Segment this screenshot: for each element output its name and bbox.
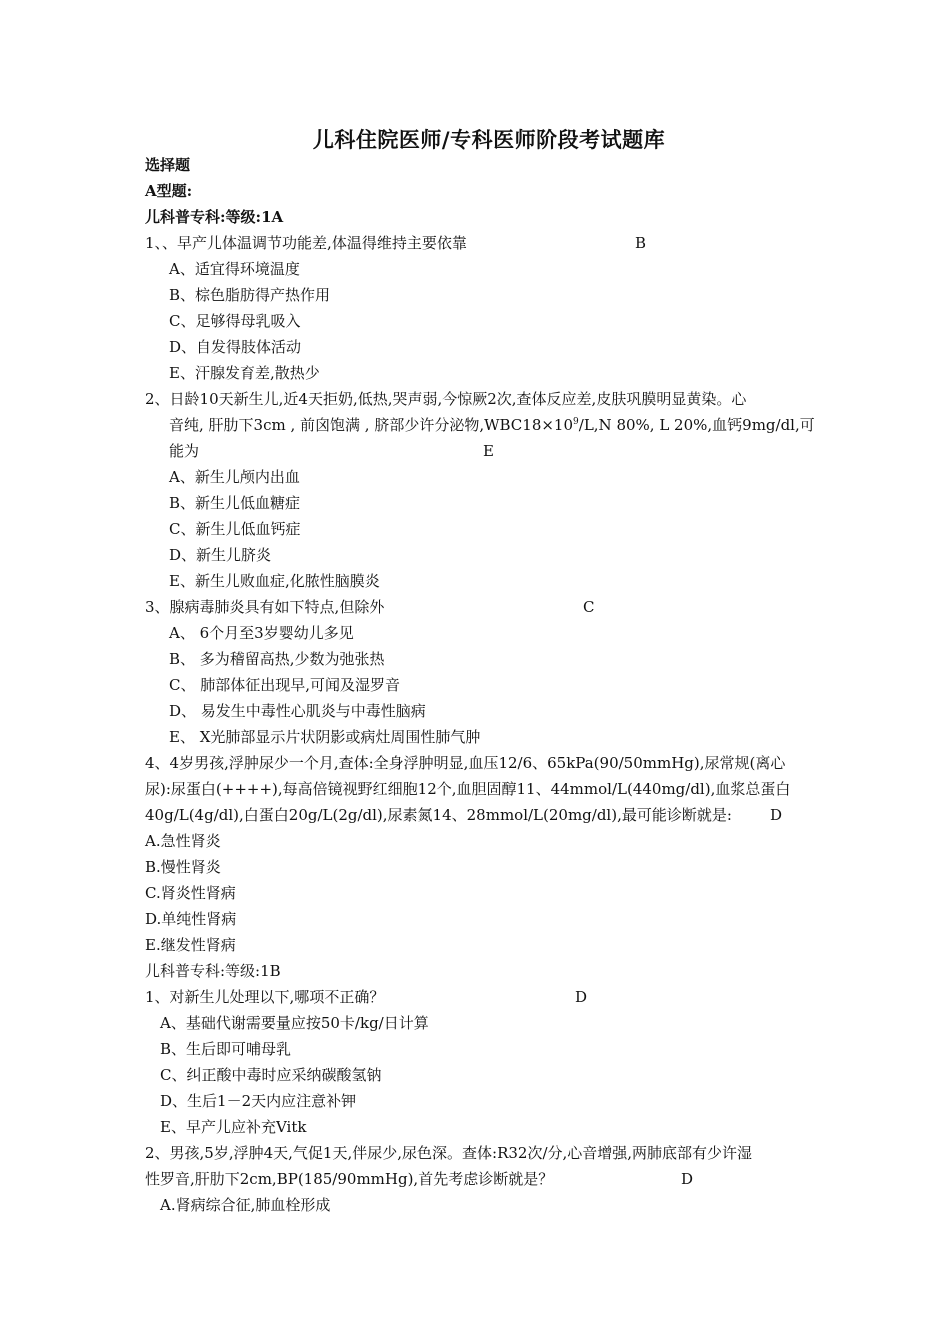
superscript: 9 <box>573 417 579 427</box>
question-text: 40g/L(4g/dl),白蛋白20g/L(2g/dl),尿素氮14、28mmol/L(20mg/dl),最可能诊断就是: <box>145 806 732 824</box>
question-stem-cont <box>145 438 825 464</box>
question-stem <box>145 230 825 256</box>
option-item: A、基础代谢需要量应按50卡/kg/日计算 <box>160 1014 429 1032</box>
option-item: E.继发性肾病 <box>145 936 236 954</box>
answer-key: E <box>483 442 494 460</box>
option-item: D、生后1－2天内应注意补钾 <box>160 1092 357 1110</box>
section-heading: 儿科普专科:等级:1B <box>145 962 281 980</box>
option-item: B、生后即可哺母乳 <box>160 1040 292 1058</box>
section-heading: 选择题 <box>145 156 191 174</box>
option-item: A、 6个月至3岁婴幼儿多见 <box>169 624 354 642</box>
question-text: 1、对新生儿处理以下,哪项不正确？ <box>145 988 385 1006</box>
question-text: /L,N 80%, L 20%,血钙9mg/dl,可 <box>578 416 815 434</box>
option-item: C、足够得母乳吸入 <box>169 312 301 330</box>
question-stem-cont <box>145 802 825 828</box>
question-text: 能为 <box>169 442 200 460</box>
option-item: B.慢性肾炎 <box>145 858 221 876</box>
option-item: D、新生儿脐炎 <box>169 546 272 564</box>
question-stem-cont <box>145 412 825 438</box>
option-item: C、 肺部体征出现早,可闻及湿罗音 <box>169 676 401 694</box>
question-stem: 4、4岁男孩,浮肿尿少一个月,查体:全身浮肿明显,血压12/6、65kPa(90/50mmHg),尿常规(离心 <box>145 754 786 772</box>
question-stem-cont: 尿):尿蛋白(++++),每高倍镜视野红细胞12个,血胆固醇11、44mmol/L(440mg/dl),血浆总蛋白 <box>145 780 791 798</box>
option-item: D、自发得肢体活动 <box>169 338 302 356</box>
option-item: A.急性肾炎 <box>145 832 221 850</box>
option-item: D、 易发生中毒性心肌炎与中毒性脑病 <box>169 702 426 720</box>
document-body <box>145 152 825 1218</box>
option-item: A.肾病综合征,肺血栓形成 <box>160 1196 331 1214</box>
option-item: E、 X光肺部显示片状阴影或病灶周围性肺气肿 <box>169 728 481 746</box>
question-stem: 2、日龄10天新生儿,近4天拒奶,低热,哭声弱,今惊厥2次,查体反应差,皮肤巩膜明显黄染。心 <box>145 390 747 408</box>
option-item: E、汗腺发育差,散热少 <box>169 364 320 382</box>
question-stem: 2、男孩,5岁,浮肿4天,气促1天,伴尿少,尿色深。查体:R32次/分,心音增强,两肺底部有少许湿 <box>145 1144 753 1162</box>
option-item: A、适宜得环境温度 <box>169 260 300 278</box>
option-item: C、新生儿低血钙症 <box>169 520 301 538</box>
answer-key: C <box>583 598 595 616</box>
page-title: 儿科住院医师/专科医师阶段考试题库 <box>312 127 666 152</box>
option-item: B、棕色脂肪得产热作用 <box>169 286 331 304</box>
question-text: 性罗音,肝肋下2cm,BP(185/90mmHg),首先考虑诊断就是？ <box>145 1170 554 1188</box>
answer-key: D <box>770 806 783 824</box>
question-text: 3、腺病毒肺炎具有如下特点,但除外 <box>145 598 385 616</box>
question-text: 音纯, 肝肋下3cm , 前囟饱满 , 脐部少许分泌物,WBC18×10 <box>169 416 574 434</box>
option-item: E、新生儿败血症,化脓性脑膜炎 <box>169 572 380 590</box>
question-text: 1、、早产儿体温调节功能差,体温得维持主要依靠 <box>145 234 467 252</box>
option-item: B、新生儿低血糖症 <box>169 494 301 512</box>
answer-key: D <box>681 1170 694 1188</box>
section-heading: A型题: <box>145 182 193 200</box>
option-item: C、纠正酸中毒时应采纳碳酸氢钠 <box>160 1066 382 1084</box>
option-item: A、新生儿颅内出血 <box>169 468 300 486</box>
option-item: B、 多为稽留高热,少数为弛张热 <box>169 650 385 668</box>
option-item: D.单纯性肾病 <box>145 910 237 928</box>
answer-key: D <box>575 988 588 1006</box>
section-heading: 儿科普专科:等级:1A <box>145 208 284 226</box>
answer-key: B <box>635 234 647 252</box>
question-stem <box>145 984 825 1010</box>
option-item: E、早产儿应补充Vitk <box>160 1118 307 1136</box>
question-stem <box>145 594 825 620</box>
option-item: C.肾炎性肾病 <box>145 884 236 902</box>
question-stem-cont <box>145 1166 825 1192</box>
